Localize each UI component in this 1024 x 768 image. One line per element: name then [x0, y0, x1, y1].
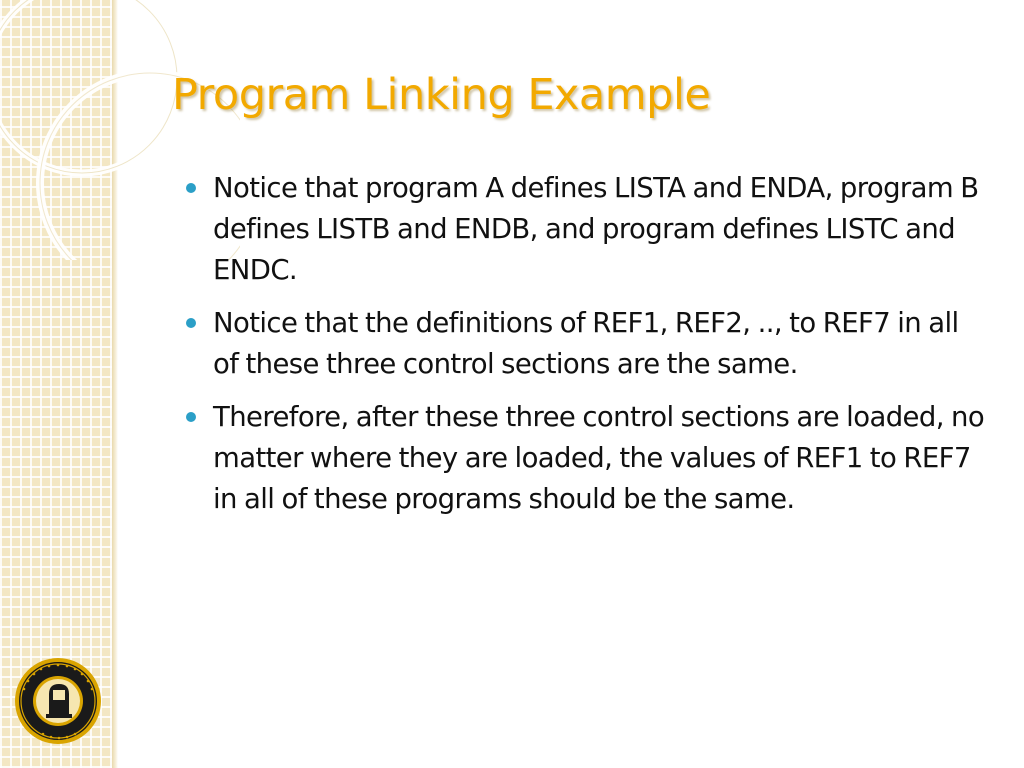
institution-seal-icon	[13, 656, 103, 746]
bullet-item	[186, 397, 986, 520]
bullet-dot-icon	[186, 318, 196, 328]
bullet-item	[186, 168, 986, 291]
bullet-text: Notice that program A defines LISTA and ENDA, program B defines LISTB and ENDB, and program defines LISTC and ENDC.	[213, 172, 979, 286]
bullet-text: Notice that the definitions of REF1, REF2, .., to REF7 in all of these three control sections are the same.	[213, 307, 959, 380]
bullet-text: Therefore, after these three control sections are loaded, no matter where they are loaded, the values of REF1 to REF7 in all of these programs should be the same.	[213, 401, 985, 515]
slide-title: Program Linking Example	[172, 70, 711, 120]
bullet-dot-icon	[186, 183, 196, 193]
bullet-item	[186, 303, 986, 385]
bullet-dot-icon	[186, 412, 196, 422]
bullet-list	[186, 168, 986, 532]
